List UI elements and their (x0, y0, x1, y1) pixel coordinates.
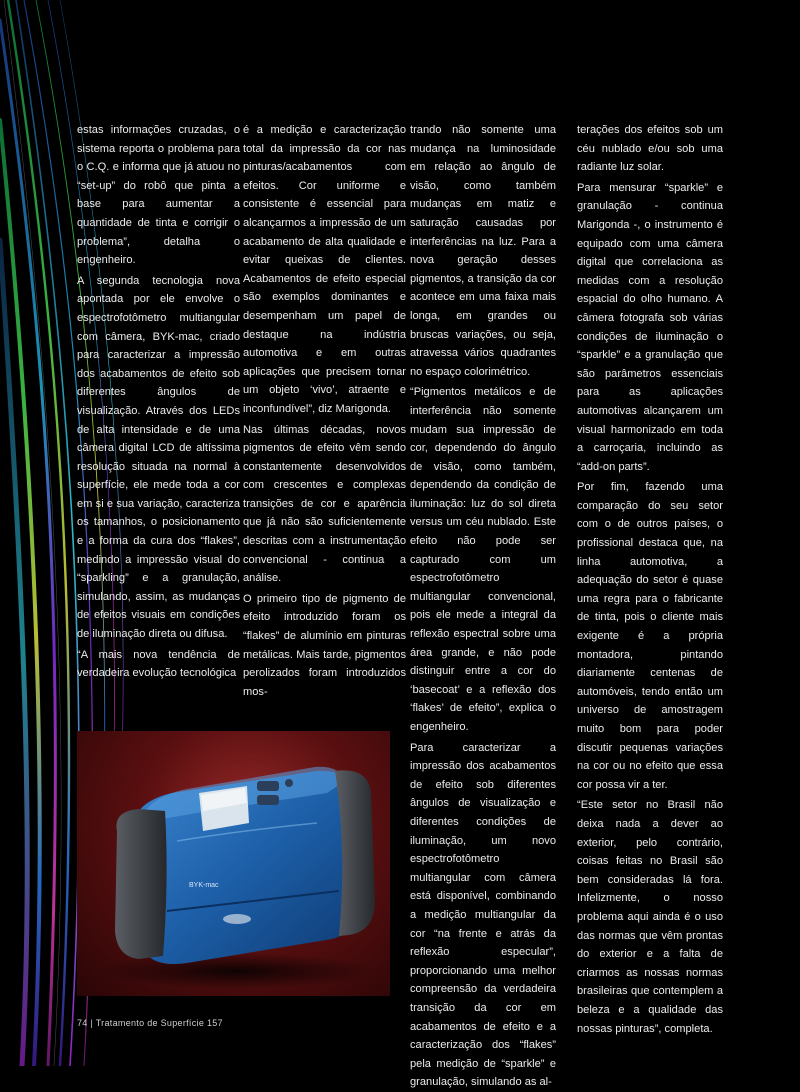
device-label: BYK-mac (189, 882, 219, 889)
paragraph: “Este setor no Brasil não deixa nada a dever ao exterior, pelo contrário, coisas feitas no Brasil são bem consideradas lá fora. Infelizmente, o nosso problema aqui ainda é o uso das normas que vêm prontas do exterior e a falta de criarmos as nossas normas brasileiras que contemplem a beleza e a qualidade das nossas pinturas”, completa. (577, 799, 723, 1035)
magazine-title: Tratamento de Superfície 157 (95, 1018, 223, 1028)
page-number: 74 (77, 1018, 88, 1028)
article-column-3 (410, 121, 556, 1092)
spectrophotometer-illustration (77, 731, 390, 996)
paragraph: Para mensurar “sparkle” e granulação - continua Marigonda -, o instrumento é equipado com uma câmera digital que correlaciona as medidas com a resolução espacial do olho humano. A câmera fotografa sob várias condições de iluminação o “sparkle” e a granulação que são parâmetros essenciais para as aplicações automotivas alcançarem um visual harmonizado em toda a carroçaria, incluindo as “add-on parts”. (577, 181, 723, 473)
paragraph: trando não somente uma mudança na luminosidade em relação ao ângulo de visão, como também mudanças em matiz e saturação causadas por interferências na luz. Para a nova geração desses pigmentos, a transição da cor acontece em uma faixa mais longa, em grandes ou bruscas variações, ou seja, atravessa vários quadrantes no espaço colorimétrico. (410, 124, 556, 378)
article-column-1 (77, 121, 240, 683)
paragraph: Para caracterizar a impressão dos acabamentos de efeito sob diferentes ângulos de visualização e diferentes condições de iluminação, um novo espectrofotômetro multiangular com câmera está disponível, combinando a medição multiangular da cor “na frente e atrás da reflexão especular”, proporcionando uma melhor compreensão da verdadeira transição da cor em acabamentos de efeito e a caracterização dos “flakes” pela medição de “sparkle” e granulação, simulando as al- (410, 741, 556, 1089)
paragraph: Por fim, fazendo uma comparação do seu setor com o de outros países, o profissional destaca que, na linha automotiva, a adequação do setor é quase uma regra para o fabricante de tinta, pois o cliente mais exigente é a própria montadora, pintando diariamente centenas de automóveis, tendo então um universo de amostragem muito bom para poder discutir pequenas variações na cor ou no efeito que essa cor possa vir a ter. (577, 481, 723, 791)
paragraph: Nas últimas décadas, novos pigmentos de efeito vêm sendo constantemente desenvolvidos com crescentes e complexas transições de cor e aparência que já não são suficientemente descritas com a instrumentação convencional - continua a análise. (243, 423, 406, 585)
page-footer (77, 1018, 223, 1028)
brand-logo-icon (223, 914, 251, 924)
paragraph: “Pigmentos metálicos e de interferência não somente mudam sua impressão de cor, dependendo do ângulo de visão, como também, dependendo da condição de iluminação: luz do sol direta versus um céu nublado. Este efeito não pode ser capturado com um espectrofotômetro multiangular convencional, pois ele mede a integral da reflexão espectral sobre uma área grande, e não pode distinguir entre a cor do ‘basecoat’ e a reflexão dos ‘flakes’ de efeito”, explica o engenheiro. (410, 386, 556, 733)
paragraph: A segunda tecnologia nova apontada por ele envolve o espectrofotômetro multiangular com câmera, BYK-mac, criado para caracterizar a impressão dos acabamentos de efeito sob diferentes ângulos de visualização. Através dos LEDs de alta intensidade e de uma câmera digital LCD de altíssima resolução situada na normal à superfície, ele mede toda a cor em si e sua variação, caracteriza os tamanhos, o posicionamento e a forma da cura dos “flakes”, medindo a impressão visual do “sparkling” e a granulação, simulando, assim, as mudanças de efeitos visuais em condições de iluminação direta ou difusa. (77, 274, 240, 641)
paragraph: O primeiro tipo de pigmento de efeito introduzido foram os “flakes” de alumínio em pinturas metálicas. Mais tarde, pigmentos perolizados foram introduzidos mos- (243, 592, 406, 698)
paragraph: “A mais nova tendência de verdadeira evolução tecnológica (77, 648, 240, 680)
article-column-2 (243, 121, 406, 701)
paragraph: é a medição e caracterização total da impressão da cor nas pinturas/acabamentos com efeitos. Cor uniforme e consistente é essencial para alcançarmos a impressão de um acabamento de alta qualidade e evitar queixas de clientes. Acabamentos de efeito especial são exemplos dominantes e desempenham um papel de destaque na indústria automotiva e em outras aplicações que precisem tornar um objeto ‘vivo’, atraente e inconfundível”, diz Marigonda. (243, 124, 406, 415)
product-photo (77, 731, 390, 996)
paragraph: estas informações cruzadas, o sistema reporta o problema para o C.Q. e informa que já atuou no “set-up” do robô que pinta a base para aumentar a quantidade de tinta e corrigir o problema”, detalha o engenheiro. (77, 124, 240, 267)
paragraph: terações dos efeitos sob um céu nublado e/ou sob uma radiante luz solar. (577, 124, 723, 174)
article-column-4 (577, 121, 723, 1038)
footer-separator: | (90, 1018, 94, 1028)
